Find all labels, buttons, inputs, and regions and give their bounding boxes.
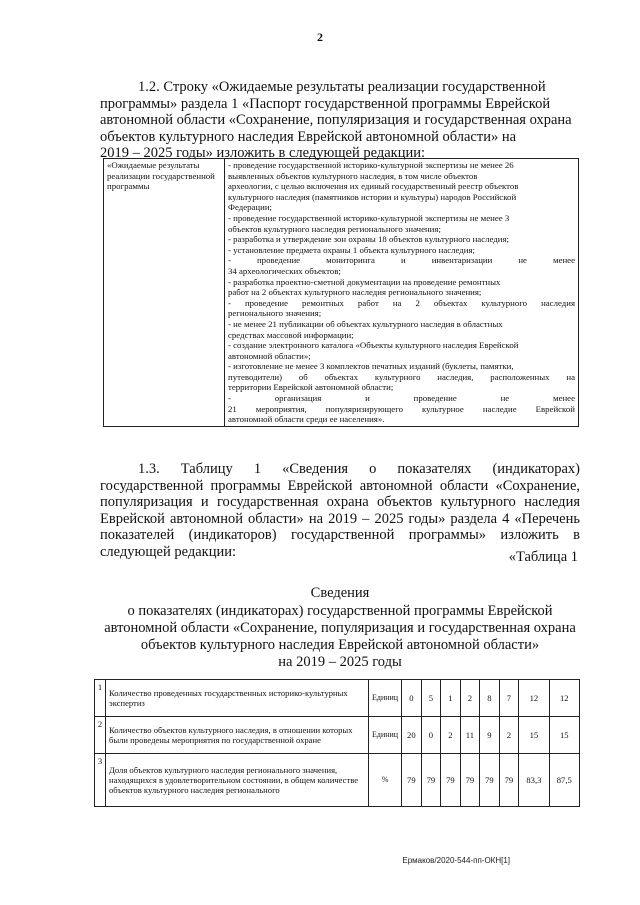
results-line: - разработка и утверждение зон охраны 18 объектов культурного наследия; [228,234,509,245]
indicator-value: 79 [480,754,500,807]
indicator-value: 79 [421,754,441,807]
indicator-value: 79 [460,754,480,807]
table-row [95,680,580,717]
paragraph-2-line: следующей редакции: [100,543,237,560]
indicator-unit: % [369,754,402,807]
indicator-value: 11 [460,717,480,754]
results-line: - установление предмета охраны 1 объекта культурного наследия; [228,244,475,255]
results-line: - не менее 21 публикации об объектах культурного наследия в областных [228,318,503,329]
indicator-unit: Единиц [369,717,402,754]
indicator-unit: Единиц [369,680,402,717]
paragraph-2-line: популяризация и государственная охрана объектов культурного наследия [100,494,580,511]
indicator-value: 79 [402,754,422,807]
results-line: регионального значения; [228,308,322,319]
indicator-name: Количество объектов культурного наследия, в отношении которых были проведены мероприятия по государственной охране [106,717,369,754]
indicator-value: 2 [499,717,519,754]
results-line: - изготовление не менее 3 комплектов печатных изданий (буклеты, памятки, [228,361,514,372]
results-content-cell [225,159,579,427]
results-line: - создание электронного каталога «Объекты культурного наследия Еврейской [228,340,519,351]
indicator-value: 9 [480,717,500,754]
heading-subtitle [100,603,580,671]
paragraph-1-line: объектов культурного наследия Еврейской автономной области» на [100,128,517,145]
indicator-value: 15 [549,717,579,754]
results-line: автономной области»; [228,350,311,361]
table-row [95,717,580,754]
paragraph-1-line [100,79,580,96]
line-text: 1.3. Таблицу 1 «Сведения о показателях (индикаторах) [138,461,580,477]
row-number: 1 [95,680,106,717]
table-row [104,159,579,427]
indicator-name: Доля объектов культурного наследия регионального значения, находящихся в удовлетворительном состоянии, в общем количестве объектов культурного наследия регионального [106,754,369,807]
results-line: - разработка проектно-сметной документации на проведение ремонтных [228,276,501,287]
indicator-value: 0 [402,680,422,717]
results-line: территории Еврейской автономной области; [228,382,394,393]
expected-results-table [103,158,579,427]
heading-line: о показателях (индикаторах) государственной программы Еврейской [127,603,553,619]
indicator-value: 8 [480,680,500,717]
paragraph-1-line: программы» раздела 1 «Паспорт государственной программы Еврейской [100,95,551,112]
results-line: автономной области среди ее населения». [228,414,385,425]
table-row [95,754,580,807]
row-number: 2 [95,717,106,754]
results-line: - организация и проведение не менее [228,393,575,404]
results-line: археологии, с целью включения их единый государственный реестр объектов [228,181,519,192]
indicator-value: 12 [549,680,579,717]
indicator-value: 5 [421,680,441,717]
results-line: средствах массовой информации; [228,329,354,340]
indicator-value: 12 [519,680,549,717]
results-line: - проведение ремонтных работ на 2 объектах культурного наследия [228,297,575,308]
line-text: 1.2. Строку «Ожидаемые результаты реализации государственной [138,79,546,95]
paragraph-2-line [100,461,580,478]
heading-title: Сведения [310,585,370,601]
results-line: культурного наследия (памятников истории и культуры) народов Российской [228,191,517,202]
paragraph-2-line: показателей (индикаторов) государственной программы» изложить в [100,527,580,544]
indicator-value: 83,3 [519,754,549,807]
results-label-cell: «Ожидаемые результаты реализации государственной программы [104,159,225,427]
results-line: выявленных объектов культурного наследия, в том числе объектов [228,170,478,181]
indicator-value: 0 [421,717,441,754]
paragraph-1-line: 2019 – 2025 годы» изложить в следующей редакции: [100,145,425,162]
results-line: путеводители) об объектах культурного наследия, расположенных на [228,371,575,382]
indicator-value: 7 [499,680,519,717]
table-reference: «Таблица 1 [508,549,578,565]
results-line: - проведение государственной историко-культурной экспертизы не менее 3 [228,212,510,223]
indicator-value: 79 [499,754,519,807]
results-line: - проведение государственной историко-культурной экспертизы не менее 26 [228,160,514,170]
indicator-value: 2 [441,717,461,754]
indicator-value: 79 [441,754,461,807]
heading-line: автономной области «Сохранение, популяризация и государственная охрана [104,620,576,636]
results-line: 21 мероприятия, популяризирующего культурное наследие Еврейской [228,403,575,414]
paragraph-1 [100,79,580,162]
indicator-name: Количество проведенных государственных историко-культурных экспертиз [106,680,369,717]
paragraph-2 [100,461,580,561]
heading-line: объектов культурного наследия Еврейской автономной области» [140,637,540,653]
indicators-table [94,679,580,807]
results-line: Федерации; [228,202,272,213]
indicator-value: 20 [402,717,422,754]
paragraph-1-line: автономной области «Сохранение, популяризация и государственная охрана [100,112,572,129]
indicator-value: 1 [441,680,461,717]
page-number: 2 [317,30,323,44]
heading-line: на 2019 – 2025 годы [278,654,402,670]
indicator-value: 87,5 [549,754,579,807]
paragraph-2-line: государственной программы Еврейской автономной области «Сохранение, [100,477,580,494]
results-line: - проведение мониторинга и инвентаризации не менее [228,255,575,266]
indicator-value: 15 [519,717,549,754]
results-line: 34 археологических объектов; [228,265,341,276]
document-code: Ермаков/2020-544-пп-ОКН[1] [402,856,510,865]
results-line: работ на 2 объектах культурного наследия регионального значения; [228,287,482,298]
results-line: объектов культурного наследия регионального значения; [228,223,441,234]
row-number: 3 [95,754,106,807]
indicator-value: 2 [460,680,480,717]
paragraph-2-line: Еврейской автономной области» на 2019 – 2025 годы» раздела 4 «Перечень [100,510,580,527]
